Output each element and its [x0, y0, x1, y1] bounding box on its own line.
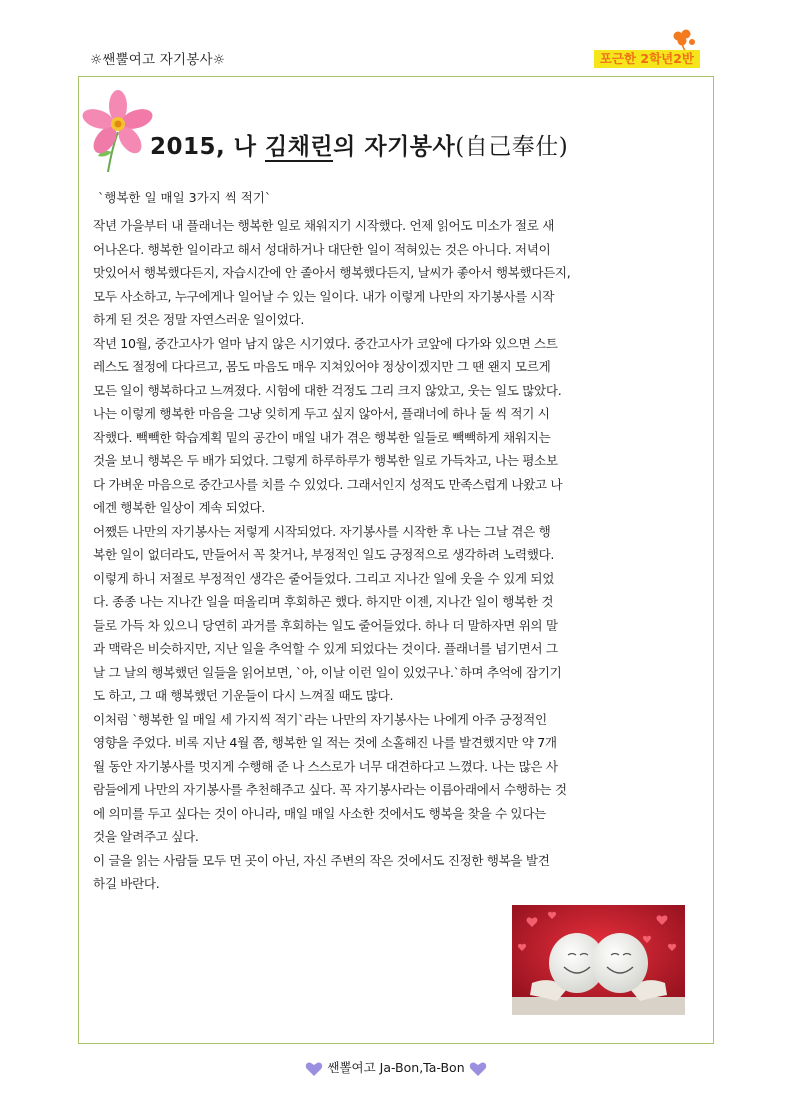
essay-line: 것을 알려주고 싶다.	[93, 829, 199, 844]
title-author-name: 김채린	[264, 134, 334, 160]
essay-line: 어쨌든 나만의 자기봉사는 저렇게 시작되었다. 자기봉사를 시작한 후 나는 그날 겪은 행	[93, 523, 551, 539]
essay-line: 레스도 절정에 다다르고, 몸도 마음도 매우 지쳐있어야 정상이겠지만 그 땐 왠지 모르게	[93, 359, 551, 374]
essay-body	[93, 214, 669, 896]
heart-icon	[305, 1061, 323, 1077]
essay-line: 이렇게 하니 저절로 부정적인 생각은 줄어들었다. 그리고 지나간 일에 웃을 수 있게 되었	[93, 570, 555, 586]
school-header: ☼쌘뿔여고 자기봉사☼	[90, 52, 226, 68]
essay-line: 에 의미를 두고 싶다는 것이 아니라, 매일 매일 사소한 것에서도 행복을 찾을 수 있다는	[93, 805, 546, 821]
essay-line: 다. 종종 나는 지나간 일을 떠올리며 후회하곤 했다. 하지만 이젠, 지나간 일이 행복한 것	[93, 594, 554, 609]
essay-line: 작년 10월, 중간고사가 얼마 남지 않은 시기였다. 중간고사가 코앞에 다가와 있으면 스트	[93, 335, 558, 351]
essay-line: 맛있어서 행복했다든지, 자습시간에 안 졸아서 행복했다든지, 날씨가 좋아서 행복했다든지,	[93, 265, 571, 280]
essay-line: 날 그 날의 행복했던 일들을 읽어보면, `아, 이날 이런 일이 있었구나.`하며 추억에 잠기기	[93, 664, 562, 680]
essay-line: 이 글을 읽는 사람들 모두 먼 곳이 아닌, 자신 주변의 작은 것에서도 진정한 행복을 발견	[93, 852, 550, 868]
essay-line: 복한 일이 없더라도, 만들어서 꼭 찾거나, 부정적인 일도 긍정적으로 생각하려 노력했다.	[93, 547, 555, 562]
essay-line: 도 하고, 그 때 행복했던 기운들이 다시 느껴질 때도 많다.	[93, 688, 394, 703]
essay-line: 작했다. 빽빽한 학습계획 밑의 공간이 매일 내가 겪은 행복한 일들로 빽빽하게 채워지는	[93, 429, 551, 445]
essay-line: 람들에게 나만의 자기봉사를 추천해주고 싶다. 꼭 자기봉사라는 이름아래에서 수행하는 것	[93, 782, 567, 797]
essay-line: 것을 보니 행복은 두 배가 되었다. 그렇게 하루하루가 행복한 일로 가득차고, 나는 평소보	[93, 453, 558, 468]
essay-subtitle: `행복한 일 매일 3가지 씩 적기`	[98, 190, 272, 205]
essay-line: 하길 바란다.	[93, 876, 160, 891]
footer-text: 쌘뽈여고 Ja-Bon,Ta-Bon	[327, 1060, 465, 1075]
essay-line: 영향을 주었다. 비록 지난 4월 쯤, 행복한 일 적는 것에 소홀해진 나를 발견했지만 약 7개	[93, 735, 557, 750]
essay-line: 어나온다. 행복한 일이라고 해서 성대하거나 대단한 일이 적혀있는 것은 아니다. 저녁이	[93, 241, 551, 257]
title-prefix: 2015, 나	[150, 134, 265, 160]
essay-line: 과 맥락은 비슷하지만, 지난 일을 추억할 수 있게 되었다는 것이다. 플래너를 넘기면서 그	[93, 641, 558, 656]
title-hanja: (自己奉仕)	[455, 134, 569, 160]
essay-line: 에겐 행복한 일상이 계속 되었다.	[93, 500, 265, 515]
essay-line: 하게 된 것은 정말 자연스러운 일이었다.	[93, 312, 304, 327]
essay-line: 들로 가득 차 있으니 당연히 과거를 후회하는 일도 줄어들었다. 하나 더 말하자면 위의 말	[93, 617, 558, 633]
heart-icon	[469, 1061, 487, 1077]
essay-line: 모두 사소하고, 누구에게나 일어날 수 있는 일이다. 내가 이렇게 나만의 자기봉사를 시작	[93, 288, 555, 304]
title-middle: 의 자기봉사	[333, 134, 456, 160]
class-badge: 포근한 2학년2반	[594, 50, 700, 68]
essay-line: 작년 가을부터 내 플래너는 행복한 일로 채워지기 시작했다. 언제 읽어도 미소가 절로 새	[93, 218, 555, 233]
essay-line: 이처럼 `행복한 일 매일 세 가지씩 적기`라는 나만의 자기봉사는 나에게 아주 긍정적인	[93, 711, 547, 727]
essay-line: 월 동안 자기봉사를 멋지게 수행해 준 나 스스로가 너무 대견하다고 느꼈다. 나는 많은 사	[93, 758, 558, 774]
page-footer	[0, 1058, 792, 1077]
essay-line: 모든 일이 행복하다고 느껴졌다. 시험에 대한 걱정도 그리 크지 않았고, 웃는 일도 많았다.	[93, 382, 562, 398]
page-title	[150, 128, 568, 161]
essay-line: 나는 이렇게 행복한 마음을 그냥 잊히게 두고 싶지 않아서, 플래너에 하나 둘 씩 적기 시	[93, 406, 550, 421]
couple-hug-photo	[512, 905, 685, 1015]
essay-line: 다 가벼운 마음으로 중간고사를 치를 수 있었다. 그래서인지 성적도 만족스럽게 나왔고 나	[93, 476, 563, 492]
cosmos-flower-icon	[82, 86, 154, 172]
